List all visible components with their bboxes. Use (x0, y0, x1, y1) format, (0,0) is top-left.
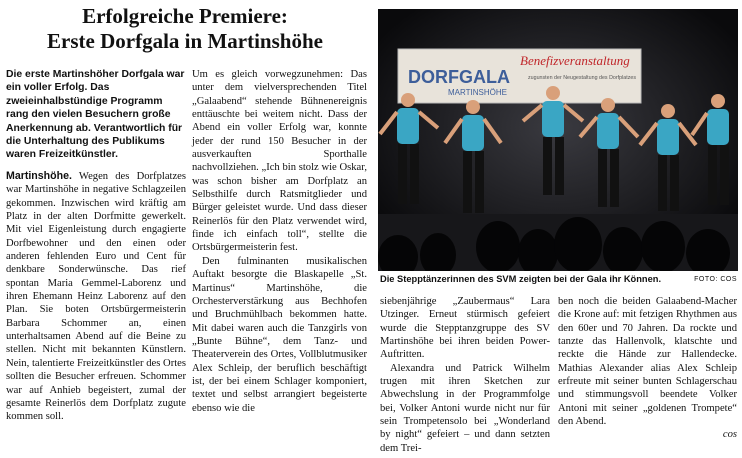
body-column-1 (6, 170, 186, 424)
banner-subtitle: MARTINSHÖHE (448, 88, 507, 97)
lead-paragraph: Die erste Martinshöher Dorfgala war ein voller Erfolg. Das zweieinhalbstündige Programm rang den vielen Besuchern große Anerkennung ab. Verantwortlich für die Unterhaltung des Publikums waren Freizeitkünstler. (6, 69, 185, 161)
author-signature: cos (722, 429, 737, 441)
banner-title: DORFGALA (408, 67, 510, 87)
banner-benefit: Benefizveranstaltung (520, 53, 630, 68)
body-column-3 (380, 295, 550, 455)
caption-text: Die Stepptänzerinnen des SVM zeigten bei der Gala ihr Können. (380, 274, 662, 284)
headline-line-2: Erste Dorfgala in Martinshöhe (47, 29, 323, 53)
headline (0, 4, 370, 54)
article-photo (378, 9, 738, 271)
body-paragraph: Alexandra und Patrick Wilhelm trugen mit ihren Sketchen zur Abwechslung in der Programmfolge bei, Volker Antoni wurde nicht nur für sein Trompetensolo bei „Wonderland by night“ gefeiert – und dann setzten dem Trei- (380, 362, 550, 454)
body-paragraph: Um es gleich vorwegzunehmen: Das unter dem vielversprechenden Titel „Galaabend“ stehende Bühnenereignis enttäuschte bei weitem nicht. Dass der Abend ein voller Erfolg war, konnte jeder der rund 150 Besucher in der ausverkauften Sporthalle nachvollziehen. „Ich bin stolz wie Oskar, was schon bisher am Dorfplatz an Selbsthilfe durch Ratsmitglieder und Bürger geleistet wurde. Und dass dieser Reinerlös für den Platz verwendet wird, finde ich einfach toll“, stellte die Ortsbürgermeisterin fest. (192, 69, 367, 254)
dateline: Martinshöhe. (6, 170, 72, 182)
body-text: Wegen des Dorfplatzes war Martinshöhe in negative Schlagzeilen gekommen. Inzwischen wird kräftig am Platz in der alten Dorfmitte gewerkelt. Mit viel Eigenleistung durch engagierte Dorfbewohner und den einen oder anderen fehlenden Euro und Cent für denkbare Sonderwünsche. Das rief spontan Maria Gemmel-Laborenz und ihren Ehemann Heinz Laborenz auf den Plan. Sie boten Ortsbürgermeisterin Barbara Schommer an, einen unterhaltsamen Abend auf die Beine zu stellen. Nicht mit bekannten Künstlern. Nein, talentierte Freizeitkünstler des Ortes sollten die Besucher erfreuen. Schommer war auf Anhieb begeistert, zumal der gesamte Reinerlös dem Dorfplatz zugute kommen soll. (6, 171, 186, 423)
body-paragraph: siebenjährige „Zaubermaus“ Lara Utzinger. Erneut stürmisch gefeiert wurde die Stepptanzgruppe des SV Martinshöhe bei ihren beiden Power-Auftritten. (380, 296, 550, 361)
banner-benefit-sub: zugunsten der Neugestaltung des Dorfplatzes (528, 75, 637, 81)
body-column-4 (558, 295, 737, 442)
stage-photo-illustration (378, 9, 738, 271)
body-paragraph: Den fulminanten musikalischen Auftakt besorgte die Blaskapelle „St. Martinus“ Martinshöhe, die Orchesterverstärkung aus Bechhofen und Bruchmühlbach bekommen hatte. Mit dabei waren auch die Tanzgirls von „Bunte Bühne“, dem Tanz- und Theaterverein des Ortes, Vollblutmusiker Alex Schleip, der beruflich beschäftigt ist, der bei einem Schlager komponiert, textet und selbst arrangiert begeisterte ebenso wie die (192, 255, 367, 414)
body-column-2 (192, 68, 367, 415)
photo-credit: FOTO: COS (694, 276, 737, 283)
photo-caption (380, 273, 737, 285)
body-paragraph: ben noch die beiden Galaabend-Macher die Krone auf: mit fetzigen Rhythmen aus den 60er und 70 Jahren. Da rockte und tanzte das Hallenvolk, klatschte und reckte die Hände zur Hallendecke. Mathias Alexander alias Alex Schleip erfreute mit seiner bunten Schlagerschau und stimmungsvoll beendete Volker Antoni mit seiner „goldenen Trompete“ den Abend. (558, 296, 737, 428)
headline-line-1: Erfolgreiche Premiere: (82, 4, 288, 28)
stage-banner (398, 49, 641, 103)
